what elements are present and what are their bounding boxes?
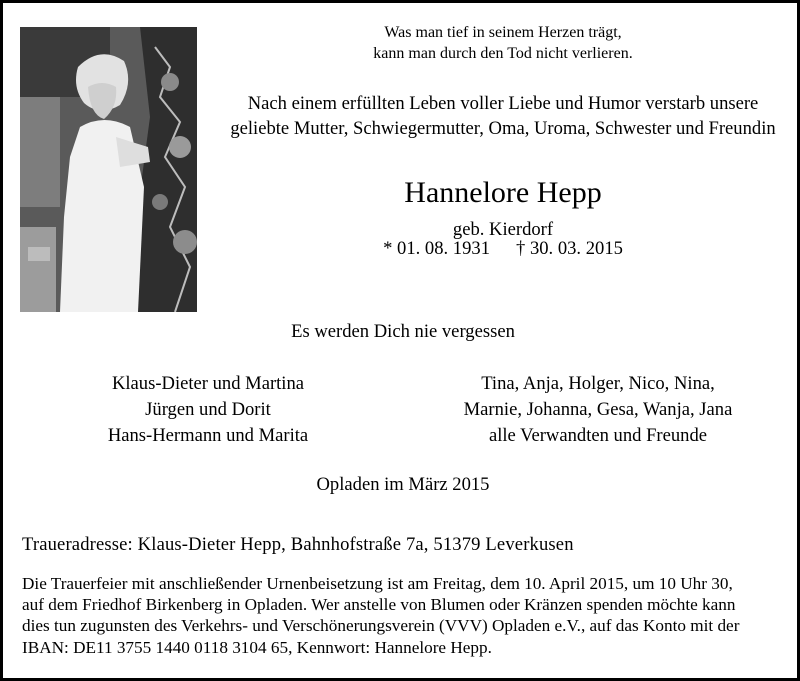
ceremony-line-1: Die Trauerfeier mit anschließender Urnenbeisetzung ist am Freitag, dem 10. April 2015, um 10 Uhr 30, bbox=[22, 574, 733, 593]
mourning-address: Traueradresse: Klaus-Dieter Hepp, Bahnhofstraße 7a, 51379 Leverkusen bbox=[22, 534, 574, 555]
mourner-line: Jürgen und Dorit bbox=[145, 399, 271, 420]
mourner-line: Klaus-Dieter und Martina bbox=[111, 373, 305, 394]
ceremony-line-3: dies tun zugunsten des Verkehrs- und Verschönerungsverein (VVV) Opladen e.V., auf das Konto mit der bbox=[22, 616, 740, 636]
motto bbox=[208, 22, 798, 64]
ceremony-line-2: auf dem Friedhof Birkenberg in Opladen. Wer anstelle von Blumen oder Kränzen spenden möchte kann bbox=[22, 595, 736, 615]
mourner-line: Marnie, Johanna, Gesa, Wanja, Jana bbox=[463, 399, 733, 420]
death-date: † 30. 03. 2015 bbox=[516, 238, 623, 259]
remembrance-line: Es werden Dich nie vergessen bbox=[291, 321, 515, 342]
announcement-line-2: geliebte Mutter, Schwiegermutter, Oma, Uroma, Schwester und Freundin bbox=[230, 118, 776, 139]
deceased-name: Hannelore Hepp bbox=[404, 176, 602, 209]
death-announcement bbox=[208, 91, 798, 141]
mourner-line: Tina, Anja, Holger, Nico, Nina, bbox=[481, 373, 715, 394]
portrait-photo bbox=[20, 27, 197, 312]
place-and-date: Opladen im März 2015 bbox=[316, 474, 490, 495]
birth-name: geb. Kierdorf bbox=[452, 219, 554, 240]
life-dates bbox=[208, 237, 798, 261]
family-right-column bbox=[428, 371, 768, 449]
ceremony-line-4: IBAN: DE11 3755 1440 0118 3104 65, Kennwort: Hannelore Hepp. bbox=[22, 637, 492, 657]
mourner-line: alle Verwandten und Freunde bbox=[488, 425, 708, 446]
motto-line-1: Was man tief in seinem Herzen trägt, bbox=[384, 24, 622, 41]
portrait-image bbox=[20, 27, 197, 312]
family-left-column bbox=[43, 371, 373, 449]
ceremony-details bbox=[22, 573, 792, 658]
announcement-line-1: Nach einem erfüllten Leben voller Liebe und Humor verstarb unsere bbox=[247, 93, 759, 114]
motto-line-2: kann man durch den Tod nicht verlieren. bbox=[373, 45, 633, 62]
birth-date: * 01. 08. 1931 bbox=[383, 238, 490, 259]
mourner-line: Hans-Hermann und Marita bbox=[107, 425, 309, 446]
